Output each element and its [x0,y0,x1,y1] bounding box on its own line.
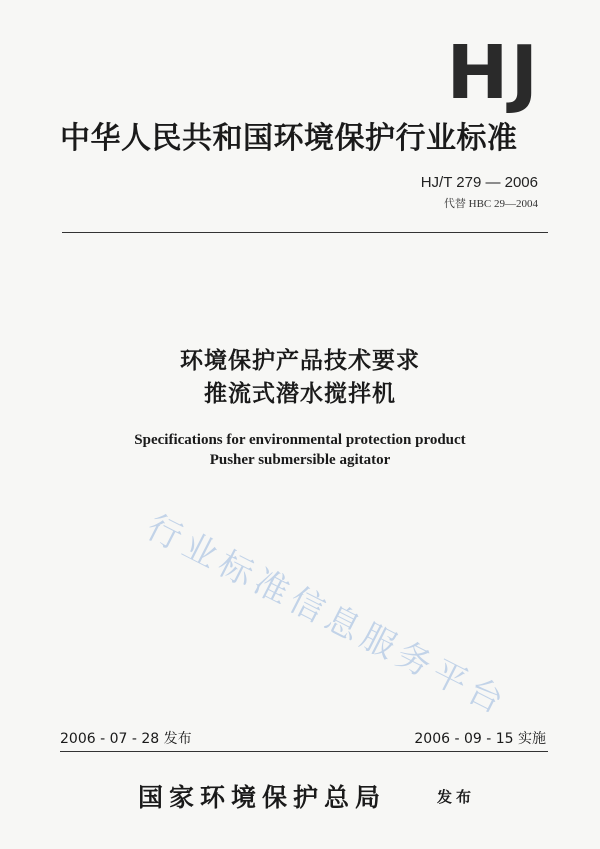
top-divider [62,232,548,233]
title-cn-line2: 推流式潜水搅拌机 [204,381,396,407]
issuer: 国家环境保护总局 [138,783,387,812]
agency-title: 中华人民共和国环境保护行业标准 [60,121,518,156]
replaces-note: 代替 HBC 29—2004 [443,198,538,210]
publish-label: 发布 [437,788,476,806]
title-en-line1: Specifications for environmental protection product [134,432,466,448]
issue-date: 2006 - 07 - 28 发布 [60,731,192,747]
bottom-divider [60,751,548,752]
watermark: 行业标准信息服务平台 [140,507,515,725]
hj-logo: HJ [446,30,540,116]
title-cn-line1: 环境保护产品技术要求 [180,348,420,374]
title-en-line2: Pusher submersible agitator [209,452,391,468]
implementation-date: 2006 - 09 - 15 实施 [414,731,546,747]
standard-number: HJ/T 279 — 2006 [420,174,538,191]
